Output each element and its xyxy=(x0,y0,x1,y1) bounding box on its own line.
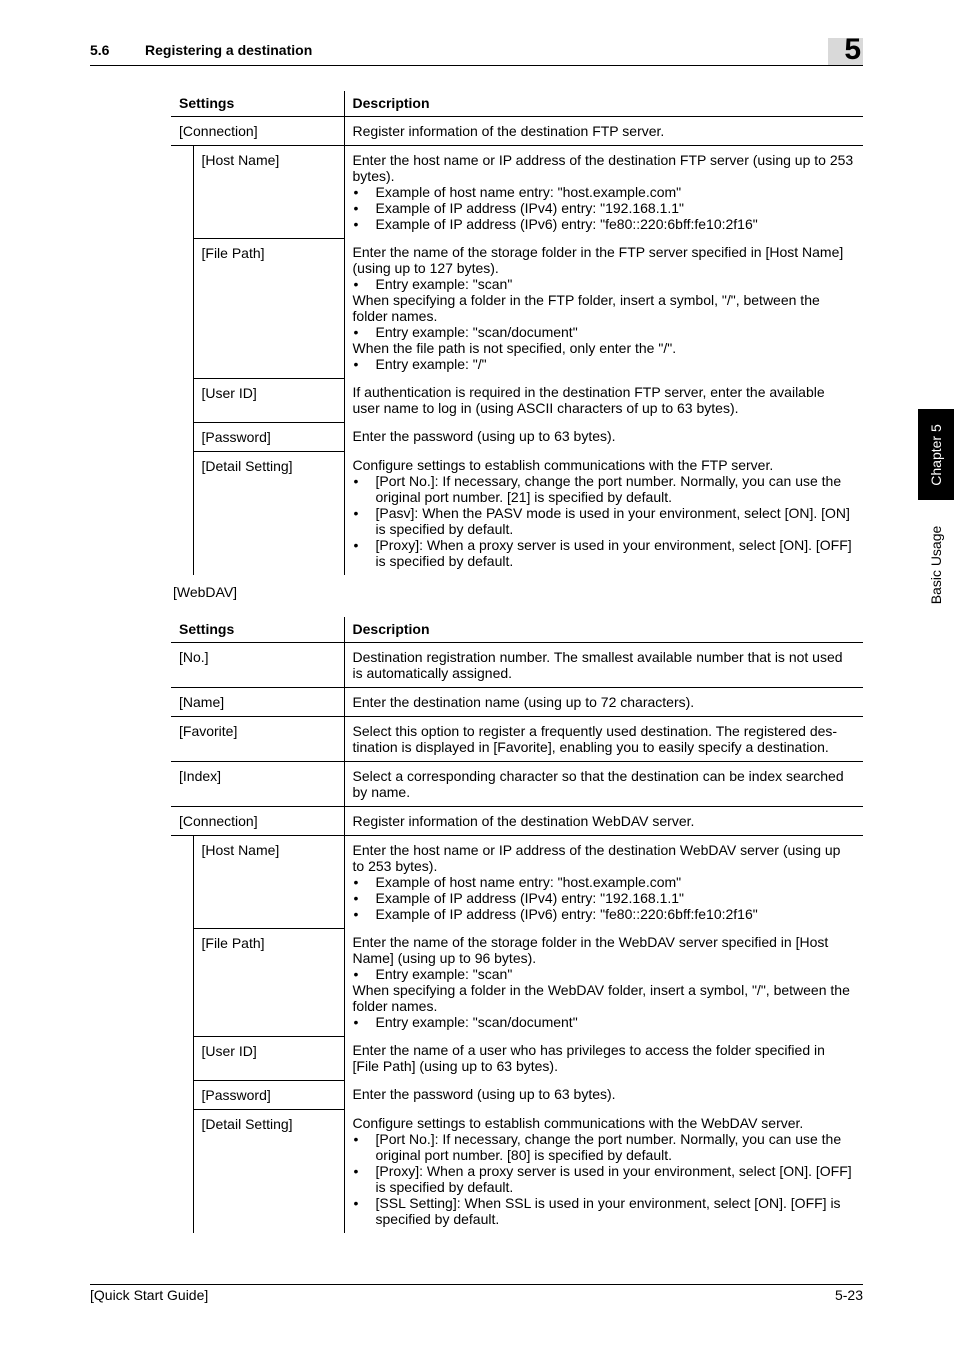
setting-label: [Password] xyxy=(193,422,344,451)
description-text: Enter the password (using up to 63 bytes). xyxy=(352,1086,616,1102)
bullet-item: • Entry example: "scan" xyxy=(353,276,856,292)
setting-description xyxy=(344,422,863,451)
setting-description: Enter the destination name (using up to 72 characters). xyxy=(344,688,863,717)
table-row xyxy=(171,688,863,717)
bullet-list xyxy=(353,874,856,922)
table-row xyxy=(171,717,863,762)
setting-label: [Detail Setting] xyxy=(193,451,344,575)
description-text: Enter the name of the storage folder in the FTP server specified in [Host Name] (using up to 127 bytes). xyxy=(352,244,844,276)
page-footer xyxy=(90,1284,863,1303)
description-text: When specifying a folder in the FTP folder, insert a symbol, "/", between the folder names. xyxy=(352,292,820,324)
table-row xyxy=(171,836,863,929)
setting-label: [Name] xyxy=(171,688,344,717)
bullet-item: • Entry example: "scan" xyxy=(353,966,856,982)
chapter-number-box xyxy=(828,33,863,66)
bullet-item: • [Port No.]: If necessary, change the port number. Normally, you can use the original port number. [80] is specified by default. xyxy=(353,1131,856,1163)
setting-description xyxy=(344,238,863,378)
table-row xyxy=(171,762,863,807)
indent-cell xyxy=(171,1080,193,1109)
setting-label: [Connection] xyxy=(171,807,344,836)
bullet-item: • [Pasv]: When the PASV mode is used in your environment, select [ON]. [ON] is specified by default. xyxy=(353,505,856,537)
chapter-tab-label: Chapter 5 xyxy=(928,423,944,486)
page-number: 5-23 xyxy=(834,1287,863,1303)
section-title: Registering a destination xyxy=(145,42,313,58)
description-text: Enter the host name or IP address of the destination WebDAV server (using up to 253 bytes). xyxy=(352,842,841,874)
bullet-item: • Example of host name entry: "host.example.com" xyxy=(353,184,856,200)
description-text: Enter the password (using up to 63 bytes). xyxy=(352,428,616,444)
bullet-item: • Example of IP address (IPv6) entry: "fe80::220:6bff:fe10:2f16" xyxy=(353,216,856,232)
table-row xyxy=(171,378,863,422)
guide-name: [Quick Start Guide] xyxy=(90,1287,209,1303)
ftp-settings-table xyxy=(171,91,863,575)
bullet-item: • Entry example: "scan/document" xyxy=(353,324,856,340)
webdav-settings-table xyxy=(171,617,863,1233)
bullet-item: • [SSL Setting]: When SSL is used in your environment, select [ON]. [OFF] is specified by default. xyxy=(353,1195,856,1227)
setting-label: [Detail Setting] xyxy=(193,1109,344,1233)
setting-label: [File Path] xyxy=(193,238,344,378)
bullet-list xyxy=(353,184,856,232)
setting-label: [Password] xyxy=(193,1080,344,1109)
indent-cell xyxy=(171,836,193,929)
description-text: Enter the name of the storage folder in the WebDAV server specified in [Host Name] (using up to 96 bytes). xyxy=(352,934,829,966)
indent-cell xyxy=(171,1109,193,1233)
setting-description: Select a corresponding character so that the destination can be index searched by name. xyxy=(344,762,863,807)
table-header-row xyxy=(171,617,863,643)
indent-cell xyxy=(171,451,193,575)
description-text: If authentication is required in the destination FTP server, enter the available user name to log in (using ASCII characters of up to 63 bytes). xyxy=(352,384,825,416)
setting-description xyxy=(344,836,863,929)
table-row xyxy=(171,422,863,451)
settings-column-header: Settings xyxy=(171,91,344,117)
bullet-item: • [Proxy]: When a proxy server is used in your environment, select [ON]. [OFF] is specified by default. xyxy=(353,537,856,569)
description-text: When specifying a folder in the WebDAV folder, insert a symbol, "/", between the folder names. xyxy=(352,982,850,1014)
indent-cell xyxy=(171,238,193,378)
section-tab xyxy=(918,500,954,630)
chapter-number: 5 xyxy=(844,33,861,66)
indent-cell xyxy=(171,146,193,239)
setting-description: Select this option to register a frequently used destination. The registered des-tination is displayed in [Favorite], enabling you to easily specify a destination. xyxy=(344,717,863,762)
table-header-row xyxy=(171,91,863,117)
indent-cell xyxy=(171,928,193,1036)
table-row xyxy=(171,146,863,239)
table-row xyxy=(171,1036,863,1080)
bullet-list xyxy=(353,473,856,569)
section-number: 5.6 xyxy=(90,42,110,58)
setting-description: Register information of the destination FTP server. xyxy=(344,117,863,146)
bullet-list xyxy=(353,1014,856,1030)
indent-cell xyxy=(171,378,193,422)
table-row xyxy=(171,1109,863,1233)
webdav-section-label: [WebDAV] xyxy=(173,584,238,600)
bullet-list xyxy=(353,966,856,982)
bullet-list xyxy=(353,324,856,340)
settings-column-header: Settings xyxy=(171,617,344,643)
bullet-list xyxy=(353,356,856,372)
chapter-tab xyxy=(918,409,954,500)
bullet-item: • [Proxy]: When a proxy server is used in your environment, select [ON]. [OFF] is specified by default. xyxy=(353,1163,856,1195)
table-row xyxy=(171,117,863,146)
table-row xyxy=(171,643,863,688)
description-text: Configure settings to establish communications with the WebDAV server. xyxy=(352,1115,804,1131)
setting-description xyxy=(344,1080,863,1109)
table-row xyxy=(171,807,863,836)
setting-description xyxy=(344,378,863,422)
bullet-list xyxy=(353,276,856,292)
table-row xyxy=(171,928,863,1036)
bullet-item: • Example of IP address (IPv4) entry: "192.168.1.1" xyxy=(353,890,856,906)
description-text: Enter the host name or IP address of the destination FTP server (using up to 253 bytes). xyxy=(352,152,854,184)
description-column-header: Description xyxy=(344,91,863,117)
setting-label: [Host Name] xyxy=(193,146,344,239)
setting-label: [Favorite] xyxy=(171,717,344,762)
setting-label: [File Path] xyxy=(193,928,344,1036)
setting-label: [No.] xyxy=(171,643,344,688)
bullet-item: • Example of IP address (IPv6) entry: "fe80::220:6bff:fe10:2f16" xyxy=(353,906,856,922)
bullet-item: • Example of IP address (IPv4) entry: "192.168.1.1" xyxy=(353,200,856,216)
table-row xyxy=(171,451,863,575)
bullet-item: • Entry example: "scan/document" xyxy=(353,1014,856,1030)
table-row xyxy=(171,238,863,378)
indent-cell xyxy=(171,1036,193,1080)
setting-description xyxy=(344,451,863,575)
description-column-header: Description xyxy=(344,617,863,643)
bullet-list xyxy=(353,1131,856,1227)
description-text: Enter the name of a user who has privileges to access the folder specified in [File Path] (using up to 63 bytes). xyxy=(352,1042,825,1074)
section-tab-label: Basic Usage xyxy=(928,525,944,605)
setting-label: [Host Name] xyxy=(193,836,344,929)
setting-label: [Index] xyxy=(171,762,344,807)
setting-description xyxy=(344,1036,863,1080)
setting-description xyxy=(344,146,863,239)
setting-label: [User ID] xyxy=(193,1036,344,1080)
table-row xyxy=(171,1080,863,1109)
bullet-item: • Example of host name entry: "host.example.com" xyxy=(353,874,856,890)
description-text: When the file path is not specified, only enter the "/". xyxy=(352,340,677,356)
page-header xyxy=(90,42,863,66)
setting-label: [Connection] xyxy=(171,117,344,146)
setting-description xyxy=(344,1109,863,1233)
description-text: Configure settings to establish communications with the FTP server. xyxy=(352,457,774,473)
setting-description: Destination registration number. The smallest available number that is not used is automatically assigned. xyxy=(344,643,863,688)
bullet-item: • Entry example: "/" xyxy=(353,356,856,372)
setting-description xyxy=(344,928,863,1036)
bullet-item: • [Port No.]: If necessary, change the port number. Normally, you can use the original port number. [21] is specified by default. xyxy=(353,473,856,505)
indent-cell xyxy=(171,422,193,451)
setting-label: [User ID] xyxy=(193,378,344,422)
setting-description: Register information of the destination WebDAV server. xyxy=(344,807,863,836)
